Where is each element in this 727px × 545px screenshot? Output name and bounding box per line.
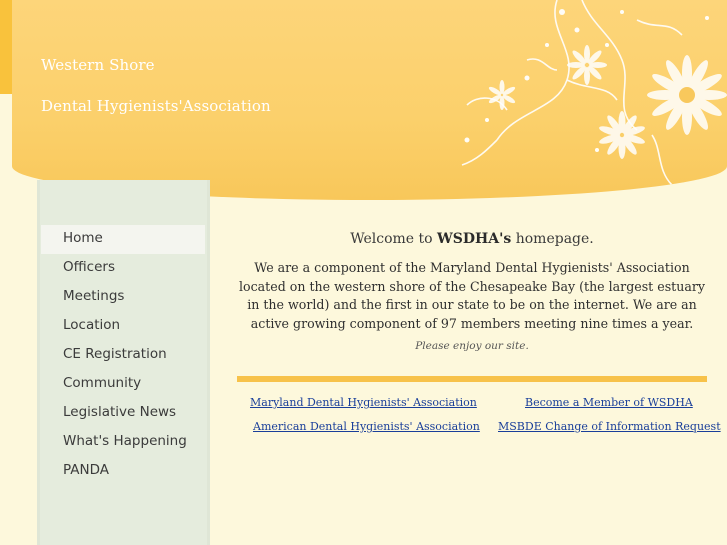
welcome-prefix: Welcome to [350,231,438,247]
section-divider [237,376,707,382]
nav-item-panda[interactable]: PANDA [63,462,110,478]
welcome-org: WSDHA's [437,231,512,247]
site-header [12,0,727,200]
link-become-member[interactable]: Become a Member of WSDHA [525,396,693,409]
main-nav [41,225,205,486]
nav-item-ce-registration[interactable]: CE Registration [63,346,167,362]
nav-item-meetings[interactable]: Meetings [63,288,125,304]
nav-item-location[interactable]: Location [63,317,121,333]
brand-title-line1: Western Shore [41,56,155,74]
nav-item-home[interactable]: Home [41,225,205,254]
nav-item-community[interactable]: Community [63,375,142,391]
floral-decoration-icon [407,0,727,200]
link-american-dha[interactable]: American Dental Hygienists' Association [253,420,480,433]
welcome-suffix: homepage. [511,231,594,247]
brand-title-line2: Dental Hygienists'Association [41,97,271,115]
nav-item-whats-happening[interactable]: What's Happening [63,433,187,449]
intro-paragraph: We are a component of the Maryland Dental Hygienists' Association located on the western shore of the Chesapeake Bay (the largest estuary in the world) and the first in our state to be on the internet. We are an active growing component of 97 members meeting nine times a year. [239,260,705,331]
link-msbde-change[interactable]: MSBDE Change of Information Request [498,420,721,433]
link-maryland-dha[interactable]: Maryland Dental Hygienists' Association [250,396,477,409]
enjoy-note: Please enjoy our site. [415,340,529,352]
nav-item-officers[interactable]: Officers [63,259,115,275]
nav-item-legislative-news[interactable]: Legislative News [63,404,177,420]
welcome-heading [237,231,707,247]
